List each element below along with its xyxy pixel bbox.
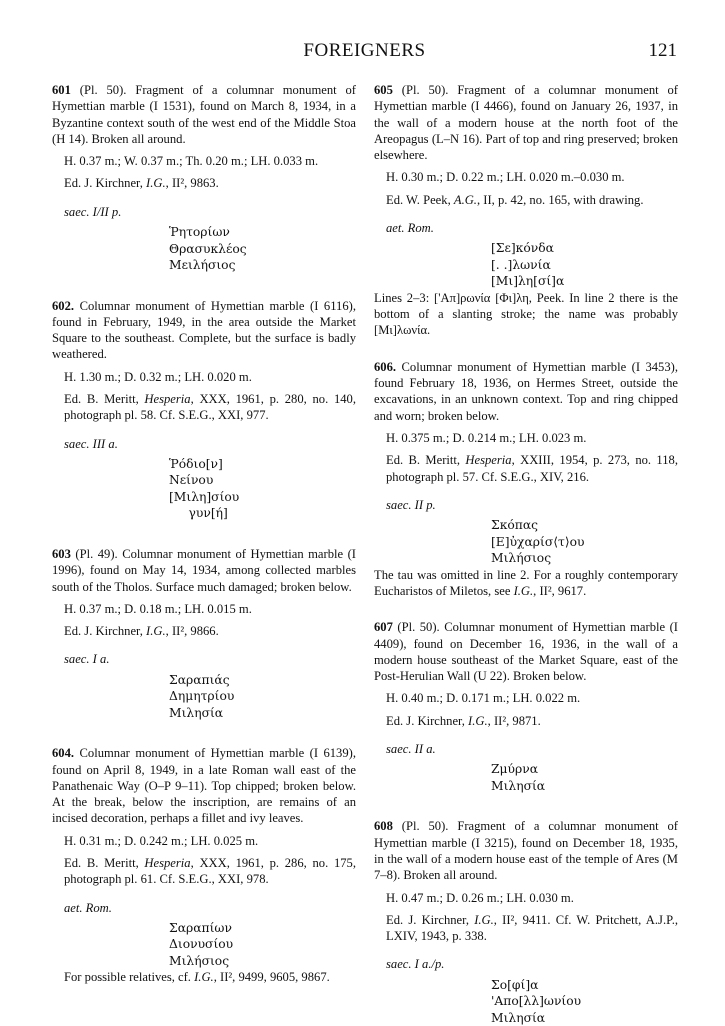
inscription-line: [Σε]κόνδα bbox=[491, 241, 554, 256]
date: saec. I a. bbox=[64, 652, 110, 667]
inscription-line: Μιλήσιος bbox=[491, 551, 552, 566]
inscription-line: [Ε]ὐχαρίσ⟨τ⟩ου bbox=[491, 534, 585, 549]
edition-title: I.G. bbox=[146, 176, 166, 191]
inscription-line: Νείνου bbox=[169, 473, 214, 488]
entry-description bbox=[52, 298, 356, 363]
date: aet. Rom. bbox=[64, 900, 112, 915]
date: saec. II a. bbox=[386, 742, 436, 757]
entry-description bbox=[374, 359, 678, 424]
entry-number: 606. bbox=[374, 359, 397, 374]
inscription-line: Σαραπιάς bbox=[169, 672, 230, 687]
description-text: Fragment of a columnar monument of Hymettian marble (I 3215), found on December 18, 1935, in the wall of a modern house east of the temple of Ares (M 7–8). Broken all around. bbox=[374, 819, 678, 883]
edition bbox=[374, 912, 678, 945]
plate-reference: (Pl. 50). bbox=[70, 83, 127, 97]
date: saec. I a./p. bbox=[386, 957, 445, 972]
measurements: H. 0.37 m.; W. 0.37 m.; Th. 0.20 m.; LH. 0.033 m. bbox=[64, 154, 319, 169]
note-text: , II², 9617. bbox=[533, 583, 587, 598]
entry-description bbox=[374, 818, 678, 883]
measurements: H. 1.30 m.; D. 0.32 m.; LH. 0.020 m. bbox=[64, 369, 252, 384]
edition-title: I.G. bbox=[474, 912, 494, 927]
inscription-text bbox=[374, 517, 678, 567]
description-text: Columnar monument of Hymettian marble (I 6116), found in February, 1949, in the area outside the Market Square to the southeast. Complete, but the surface is badly weathered. bbox=[52, 298, 356, 362]
edition-text: Ed. J. Kirchner, bbox=[386, 912, 475, 927]
description-text: Columnar monument of Hymettian marble (I 1996), found on May 14, 1934, among collected marbles south of the Tholos. Surface much damaged; broken below. bbox=[52, 546, 357, 594]
inscription-line: γυν[ή] bbox=[169, 506, 228, 521]
description-text: Columnar monument of Hymettian marble (I 3453), found February 18, 1936, on Hermes Street, outside the excavations, in an unknown context. Top and ring chipped and worn; broken below. bbox=[374, 359, 678, 423]
plate-reference: (Pl. 50). bbox=[392, 819, 449, 834]
edition-title: I.G. bbox=[146, 624, 166, 639]
entry-description bbox=[374, 82, 678, 163]
inscription-line: [Μι]λη[σί]α bbox=[491, 274, 565, 289]
edition-text: Ed. W. Peek, bbox=[386, 192, 454, 207]
edition-text: Ed. J. Kirchner, bbox=[64, 624, 147, 639]
edition bbox=[374, 713, 678, 729]
inscription-line: Μιλησία bbox=[491, 1010, 546, 1025]
inscription-line: Μιλήσιος bbox=[169, 953, 230, 968]
measurements: H. 0.47 m.; D. 0.26 m.; LH. 0.030 m. bbox=[386, 890, 574, 905]
edition bbox=[374, 452, 678, 485]
measurements: H. 0.37 m.; D. 0.18 m.; LH. 0.015 m. bbox=[64, 601, 252, 616]
entry-608 bbox=[374, 818, 678, 1026]
edition-text: Ed. J. Kirchner, bbox=[64, 176, 147, 191]
inscription-line: Μιλησία bbox=[169, 705, 224, 720]
edition-text: Ed. B. Meritt, bbox=[386, 453, 466, 468]
right-column bbox=[374, 82, 678, 1026]
entry-description bbox=[52, 745, 356, 826]
plate-reference: (Pl. 50). bbox=[392, 620, 440, 635]
inscription-line: 'Απο[λλ]ωνίου bbox=[491, 994, 582, 1009]
edition-title: I.G. bbox=[468, 713, 488, 728]
note-text: , II², 9499, 9605, 9867. bbox=[213, 970, 330, 985]
inscription-line: Μιλησία bbox=[491, 778, 546, 793]
description-text: Fragment of a columnar monument of Hymettian marble (I 4466), found on January 26, 1937, in the wall of a modern house at the north foot of the Areopagus (L–N 16). Part of top and ring preserved; broken elsewhere. bbox=[374, 83, 678, 163]
edition-text: , XXIII, 1954, p. 273, no. 118, photograph pl. 57. Cf. S.E.G., XIV, 216. bbox=[386, 453, 678, 484]
commentary-note bbox=[374, 567, 678, 600]
inscription-line: Μειλήσιος bbox=[169, 258, 236, 273]
date: saec. III a. bbox=[64, 436, 118, 451]
edition-text: , XXX, 1961, p. 280, no. 140, photograph pl. 58. Cf. S.E.G., XXI, 977. bbox=[64, 392, 356, 423]
edition-text: , II², 9871. bbox=[487, 713, 541, 728]
entry-607 bbox=[374, 619, 678, 794]
edition-title: A.G. bbox=[453, 192, 477, 207]
inscription-text bbox=[52, 456, 356, 522]
edition bbox=[52, 855, 356, 888]
inscription-line: Σαραπίων bbox=[169, 920, 232, 935]
entry-604 bbox=[52, 745, 356, 985]
measurements: H. 0.31 m.; D. 0.242 m.; LH. 0.025 m. bbox=[64, 833, 259, 848]
inscription-line: Δημητρίου bbox=[169, 689, 235, 704]
entry-number: 604. bbox=[52, 746, 75, 761]
commentary-note bbox=[52, 969, 356, 985]
entry-606 bbox=[374, 359, 678, 599]
inscription-line: Ζμύρνα bbox=[491, 762, 539, 777]
inscription-text bbox=[374, 977, 678, 1026]
edition-text: Ed. J. Kirchner, bbox=[386, 713, 469, 728]
edition-text: , XXX, 1961, p. 286, no. 175, photograph pl. 61. Cf. S.E.G., XXI, 978. bbox=[64, 856, 356, 887]
edition-text: Ed. B. Meritt, bbox=[64, 392, 145, 407]
edition-title: Hesperia bbox=[144, 392, 191, 407]
entry-602 bbox=[52, 298, 356, 522]
running-title: FOREIGNERS bbox=[303, 40, 426, 61]
commentary-note: Lines 2–3: ['Απ]ρωνία [Φι]λη, Peek. In line 2 there is the bottom of a slanting stroke; the name was probably [Μι]λωνία. bbox=[374, 290, 678, 338]
inscription-line: Ῥόδιο[ν] bbox=[169, 456, 223, 471]
plate-reference: (Pl. 49). bbox=[70, 546, 118, 561]
inscription-line: Ῥητορίων bbox=[169, 225, 230, 240]
inscription-text bbox=[52, 672, 356, 722]
entry-number: 602. bbox=[52, 298, 75, 313]
inscription-line: Σο[φί]α bbox=[491, 977, 539, 992]
inscription-line: Σκόπας bbox=[491, 518, 539, 533]
edition bbox=[374, 192, 678, 208]
note-title: I.G. bbox=[513, 583, 534, 598]
inscription-text bbox=[374, 240, 678, 290]
note-text: The tau was omitted in line 2. For a roughly contemporary Eucharistos of Miletos, see bbox=[374, 567, 678, 598]
entry-603 bbox=[52, 546, 356, 721]
date: aet. Rom. bbox=[386, 221, 434, 236]
entry-number: 607 bbox=[374, 620, 393, 635]
edition-text: , II, p. 42, no. 165, with drawing. bbox=[476, 192, 644, 207]
edition bbox=[52, 391, 356, 424]
inscription-line: Διονυσίου bbox=[169, 937, 234, 952]
description-text: Columnar monument of Hymettian marble (I 6139), found on April 8, 1949, in a late Roman wall east of the Panathenaic Way (O–P 9–11). Top chipped; broken below. At the break, below the inscription, are remains of an incised decoration, perhaps a fillet and ivy leaves. bbox=[52, 746, 356, 826]
entry-605 bbox=[374, 82, 678, 339]
edition-title: Hesperia bbox=[144, 856, 191, 871]
entry-number: 603 bbox=[52, 546, 71, 561]
note-title: I.G. bbox=[194, 970, 214, 985]
entry-description bbox=[374, 619, 678, 684]
description-text: Columnar monument of Hymettian marble (I 4409), found on December 16, 1936, in the wall of a modern house southeast of the Market Square, east of the Post-Herulian Wall (U 22). Broken below. bbox=[374, 620, 679, 684]
edition-text: , II², 9863. bbox=[165, 176, 219, 191]
note-text: For possible relatives, cf. bbox=[64, 970, 195, 985]
plate-reference: (Pl. 50). bbox=[392, 83, 449, 97]
edition bbox=[52, 623, 356, 639]
inscription-text bbox=[374, 761, 678, 794]
date: saec. I/II p. bbox=[64, 204, 122, 219]
entry-number: 601 bbox=[52, 83, 71, 97]
entry-description bbox=[52, 82, 356, 147]
page-number: 121 bbox=[648, 40, 677, 61]
inscription-line: [Μιλη]σίου bbox=[169, 489, 240, 504]
edition-text: , II², 9866. bbox=[165, 624, 219, 639]
inscription-line: Θρασυκλέος bbox=[169, 241, 247, 256]
measurements: H. 0.375 m.; D. 0.214 m.; LH. 0.023 m. bbox=[386, 430, 587, 445]
entry-number: 608 bbox=[374, 819, 393, 834]
entry-601 bbox=[52, 82, 356, 274]
running-head bbox=[52, 40, 677, 66]
left-column bbox=[52, 82, 356, 986]
inscription-line: [. .]λωνία bbox=[491, 257, 551, 272]
inscription-text bbox=[52, 920, 356, 970]
edition-text: , II², 9411. Cf. W. Pritchett, A.J.P., LXIV, 1943, p. 338. bbox=[386, 912, 678, 944]
edition bbox=[52, 175, 356, 191]
edition-text: Ed. B. Meritt, bbox=[64, 856, 145, 871]
entry-number: 605 bbox=[374, 83, 393, 97]
measurements: H. 0.30 m.; D. 0.22 m.; LH. 0.020 m.–0.030 m. bbox=[386, 170, 625, 185]
entry-description bbox=[52, 546, 356, 595]
edition-title: Hesperia bbox=[465, 453, 512, 468]
measurements: H. 0.40 m.; D. 0.171 m.; LH. 0.022 m. bbox=[386, 691, 581, 706]
description-text: Fragment of a columnar monument of Hymettian marble (I 1531), found on March 8, 1934, in a Byzantine context south of the west end of the Middle Stoa (H 14). Broken all around. bbox=[52, 83, 356, 146]
date: saec. II p. bbox=[386, 497, 436, 512]
inscription-text bbox=[52, 224, 356, 274]
